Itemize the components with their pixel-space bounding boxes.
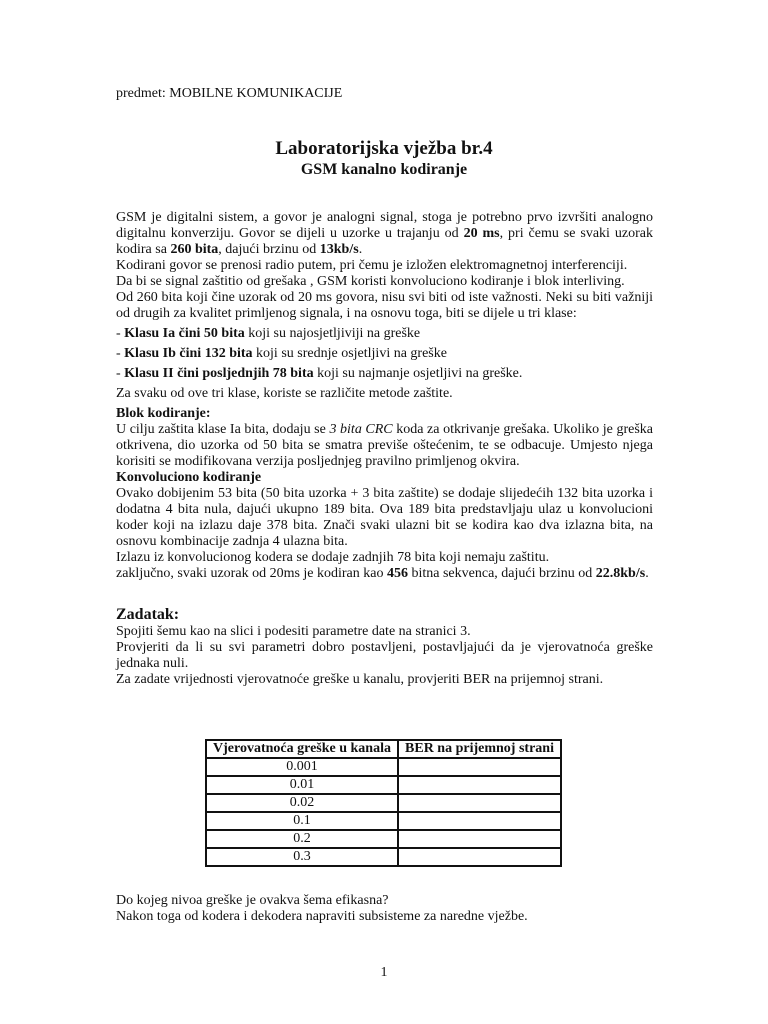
class-name: Klasu Ia čini 50 bita: [124, 326, 245, 341]
closing-text: [116, 893, 653, 925]
probability-cell: 0.2: [206, 830, 398, 848]
zadatak-paragraph-1: Spojiti šemu kao na slici i podesiti parametre date na stranici 3.: [116, 624, 471, 639]
probability-cell: 0.01: [206, 776, 398, 794]
blok-paragraph: [116, 422, 653, 470]
table-row: [206, 794, 561, 812]
table-row: [206, 830, 561, 848]
class-desc: koji su najosjetljiviji na greške: [244, 326, 421, 341]
konv-heading: Konvoluciono kodiranje: [116, 470, 262, 485]
text-run: zaključno, svaki uzorak od 20ms je kodiran kao: [116, 566, 387, 581]
class-item: [116, 326, 653, 342]
subject-line: predmet: MOBILNE KOMUNIKACIJE: [116, 86, 343, 101]
text-run: bitna sekvenca, dajući brzinu od: [407, 566, 596, 581]
ber-cell: [398, 776, 561, 794]
column-header: BER na prijemnoj strani: [398, 740, 561, 758]
closing-question: Do kojeg nivoa greške je ovakva šema efikasna?: [116, 893, 389, 908]
text-run: .: [645, 566, 649, 581]
ber-table: [205, 739, 562, 867]
text-run: , pri čemu se svaki uzorak kodira sa: [116, 226, 653, 257]
text-run: koda za otkrivanje grešaka. Ukoliko je greška otkrivena, dio uzorka od 50 bita se smatra previše oštećenim, te se odbacuje. Umjesto njega korisiti se modifikovana verzija posljednjeg pravilno primljenog okvira.: [116, 422, 653, 469]
ber-cell: [398, 794, 561, 812]
class-desc: koji su najmanje osjetljivi na greške.: [313, 366, 523, 381]
table-row: [206, 758, 561, 776]
intro-paragraph: [116, 210, 653, 258]
protection-paragraph: Da bi se signal zaštitio od grešaka , GSM koristi konvoluciono kodiranje i blok interliving.: [116, 274, 625, 289]
main-text: [116, 210, 653, 688]
bold-run: 20 ms: [463, 226, 500, 241]
column-header: Vjerovatnoća greške u kanala: [206, 740, 398, 758]
bold-run: 456: [386, 566, 408, 581]
list-dash: -: [116, 346, 125, 361]
bold-run: 13kb/s: [319, 242, 359, 257]
probability-cell: 0.02: [206, 794, 398, 812]
text-run: .: [358, 242, 363, 257]
text-run: U cilju zaštita klase Ia bita, dodaju se: [116, 422, 330, 437]
table-row: [206, 776, 561, 794]
interference-paragraph: Kodirani govor se prenosi radio putem, pri čemu je izložen elektromagnetnoj interferenciji.: [116, 258, 628, 273]
closing-instruction: Nakon toga od kodera i dekodera napraviti subsisteme za naredne vježbe.: [116, 909, 528, 924]
bold-run: 260 bita: [170, 242, 219, 257]
table-header-row: [206, 740, 561, 758]
zadatak-paragraph-2: Provjeriti da li su svi parametri dobro postavljeni, postavljajući da je vjerovatnoća greške jednaka nuli.: [116, 640, 653, 671]
ber-cell: [398, 812, 561, 830]
probability-cell: 0.1: [206, 812, 398, 830]
list-dash: -: [116, 326, 125, 341]
page-number: 1: [380, 965, 388, 980]
table-row: [206, 848, 561, 866]
bold-run: 22.8kb/s: [595, 566, 646, 581]
classes-summary: Za svaku od ove tri klase, koriste se različite metode zaštite.: [116, 386, 453, 401]
probability-cell: 0.3: [206, 848, 398, 866]
konv-paragraph-2: Izlazu iz konvolucionog kodera se dodaje zadnjih 78 bita koji nemaju zaštitu.: [116, 550, 550, 565]
ber-cell: [398, 848, 561, 866]
list-dash: -: [116, 366, 125, 381]
ber-cell: [398, 758, 561, 776]
class-item: [116, 346, 653, 362]
table-row: [206, 812, 561, 830]
class-name: Klasu Ib čini 132 bita: [124, 346, 253, 361]
page-title: Laboratorijska vježba br.4: [275, 138, 493, 159]
page-subtitle: GSM kanalno kodiranje: [300, 161, 468, 178]
konv-conclusion: [116, 566, 653, 582]
class-item: [116, 366, 653, 382]
konv-paragraph: Ovako dobijenim 53 bita (50 bita uzorka + 3 bita zaštite) se dodaje slijedećih 132 bita uzorka i dodatna 4 bita nula, dajući ukupno 189 bita. Ova 189 bita predstavljaju ulaz u konvolucioni koder koji na izlazu daje 378 bita. Znači svaki ulazni bit se kodira kao dva izlazna bita, na osnovu kombinacije zadnja 4 ulazna bita.: [116, 486, 653, 549]
class-name: Klasu II čini posljednjih 78 bita: [124, 366, 314, 381]
text-run: GSM je digitalni sistem, a govor je analogni signal, stoga je potrebno prvo izvršiti analogno digitalnu konverziju. Govor se dijeli u uzorke u trajanju od: [116, 210, 653, 241]
ber-cell: [398, 830, 561, 848]
zadatak-paragraph-3: Za zadate vrijednosti vjerovatnoće greške u kanalu, provjeriti BER na prijemnoj strani.: [116, 672, 604, 687]
bit-importance-paragraph: Od 260 bita koji čine uzorak od 20 ms govora, nisu svi biti od iste važnosti. Neki su biti važniji od drugih za kvalitet primljenog signala, i na osnovu toga, biti se dijele u tri klase:: [116, 290, 653, 321]
probability-cell: 0.001: [206, 758, 398, 776]
blok-heading: Blok kodiranje:: [116, 406, 211, 421]
text-run: , dajući brzinu od: [218, 242, 320, 257]
class-desc: koji su srednje osjetljivi na greške: [252, 346, 447, 361]
zadatak-heading: Zadatak:: [116, 606, 180, 623]
italic-run: 3 bita CRC: [329, 422, 393, 437]
